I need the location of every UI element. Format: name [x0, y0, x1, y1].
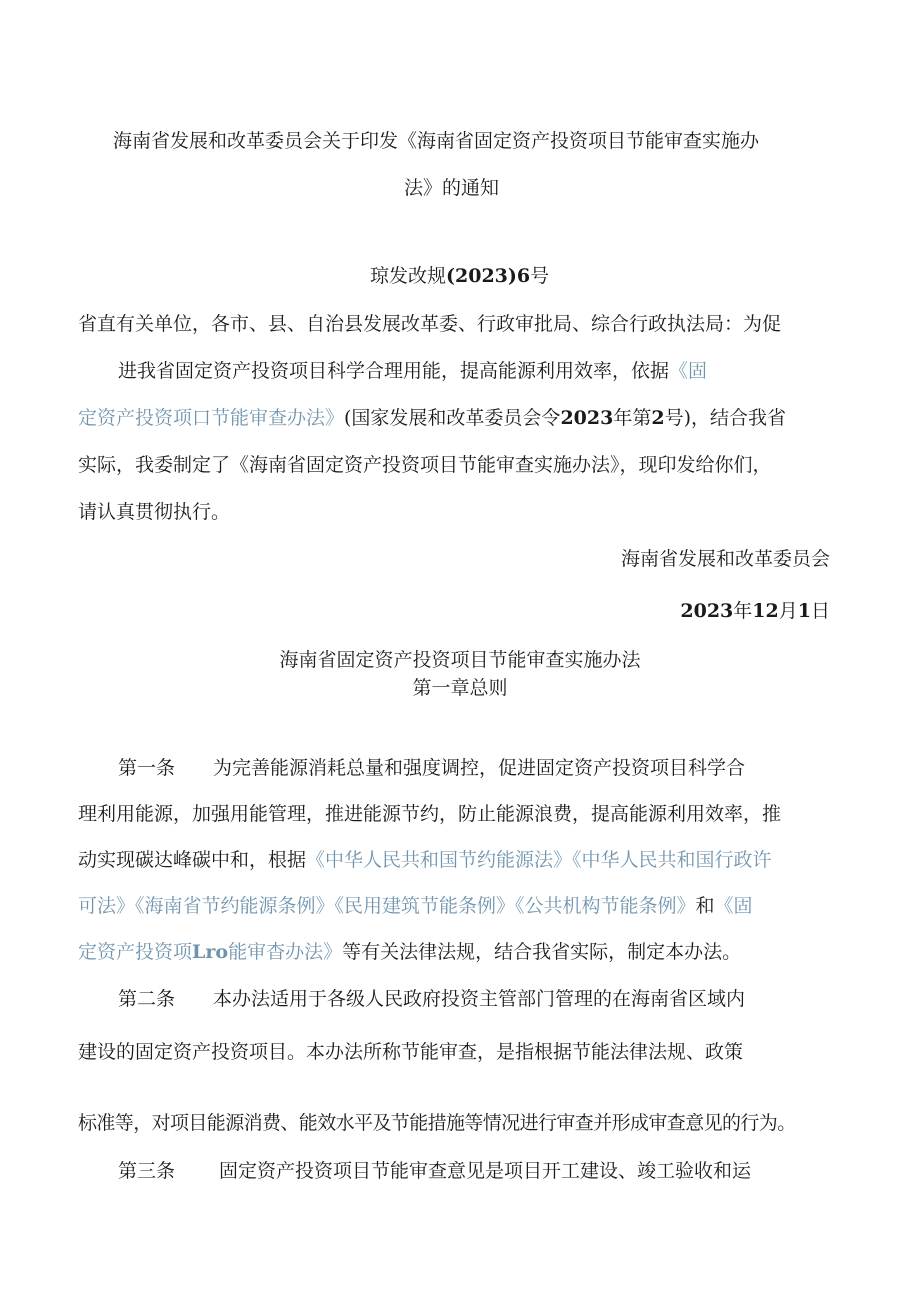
chapter-heading: 第一章总则 — [412, 677, 508, 699]
date-day-unit: 日 — [810, 600, 830, 622]
article-1-line-2: 理利用能源，加强用能管理，推进能源节约，防止能源浪费，提高能源利用效率，推 — [78, 803, 782, 825]
law-links[interactable]: 《中华人民共和国节约能源法》《中华人民共和国行政许 — [306, 849, 772, 871]
article-1-line-5 — [78, 939, 741, 965]
article-3-line-1 — [118, 1158, 751, 1184]
regulation-link[interactable] — [78, 941, 342, 963]
article-1-line-1 — [118, 755, 745, 781]
measures-title: 海南省固定资产投资项目节能审查实施办法 — [279, 649, 641, 671]
article-1-line-5-text: 等有关法律法规，结合我省实际，制定本办法。 — [342, 941, 742, 963]
regulation-link[interactable]: 《固 — [669, 360, 708, 382]
article-3-label: 第三条 — [118, 1160, 176, 1182]
body-line-3-text-a: (国家发展和改革委员会令 — [344, 407, 561, 429]
body-line-3 — [78, 405, 786, 431]
body-line-3-text-c: 号)，结合我省 — [664, 407, 786, 429]
document-number — [370, 263, 549, 289]
regulation-link-part-a: 定资产投资项 — [78, 941, 193, 963]
body-line-3-text-b: 年第 — [613, 407, 652, 429]
article-1-line-4 — [78, 893, 753, 919]
article-1-line-3-text: 动实现碳达峰碳中和，根据 — [78, 849, 307, 871]
body-line-1: 省直有关单位，各市、县、自治县发展改革委、行政审批局、综合行政执法局：为促 — [78, 313, 782, 335]
date-day: 1 — [797, 600, 811, 622]
article-1-line-4-text: 和 — [695, 895, 715, 917]
article-2-text: 本办法适用于各级人民政府投资主管部门管理的在海南省区域内 — [213, 988, 746, 1010]
body-line-2-text: 进我省固定资产投资项目科学合理用能，提高能源利用效率，依据 — [118, 360, 670, 382]
article-1-label: 第一条 — [118, 757, 176, 779]
document-number-prefix: 琼发改规 — [370, 265, 447, 287]
date-year: 2023 — [680, 600, 734, 622]
article-2-line-3: 标准等，对项目能源消费、能效水平及节能措施等情况进行审查并形成审查意见的行为。 — [78, 1112, 796, 1134]
regulation-link[interactable]: 《固 — [714, 895, 753, 917]
body-line-5: 请认真贯彻执行。 — [78, 501, 231, 523]
date-month-unit: 月 — [778, 600, 798, 622]
article-2-line-1 — [118, 986, 745, 1012]
date-year-unit: 年 — [733, 600, 753, 622]
body-line-2 — [118, 358, 707, 384]
article-3-text: 固定资产投资项目节能审查意见是项目开工建设、竣工验收和运 — [219, 1160, 752, 1182]
article-2-line-2: 建设的固定资产投资项目。本办法所称节能审查，是指根据节能法律法规、政策 — [78, 1041, 744, 1063]
notice-title-line-2: 法》的通知 — [404, 177, 500, 199]
regulation-link[interactable]: 定资产投资项口节能审查办法》 — [78, 407, 345, 429]
body-line-4: 实际，我委制定了《海南省固定资产投资项目节能审查实施办法》，现印发给你们， — [78, 454, 772, 476]
article-1-line-3 — [78, 847, 772, 873]
signature-date — [680, 598, 830, 624]
regulation-link-part-b: Lro — [192, 941, 229, 963]
article-2-label: 第二条 — [118, 988, 176, 1010]
document-number-year: (2023)6 — [446, 265, 531, 287]
document-number-suffix: 号 — [530, 265, 550, 287]
decree-year: 2023 — [560, 407, 614, 429]
article-1-text: 为完善能源消耗总量和强度调控，促进固定资产投资项目科学合 — [213, 757, 746, 779]
regulation-link-part-c: 能审杳办法》 — [228, 941, 343, 963]
law-links[interactable]: 可法》《海南省节约能源条例》《民用建筑节能条例》《公共机构节能条例》 — [78, 895, 696, 917]
notice-title-line-1: 海南省发展和改革委员会关于印发《海南省固定资产投资项目节能审查实施办 — [113, 130, 760, 152]
signature-org: 海南省发展和改革委员会 — [620, 548, 830, 570]
decree-number: 2 — [651, 407, 665, 429]
date-month: 12 — [752, 600, 779, 622]
